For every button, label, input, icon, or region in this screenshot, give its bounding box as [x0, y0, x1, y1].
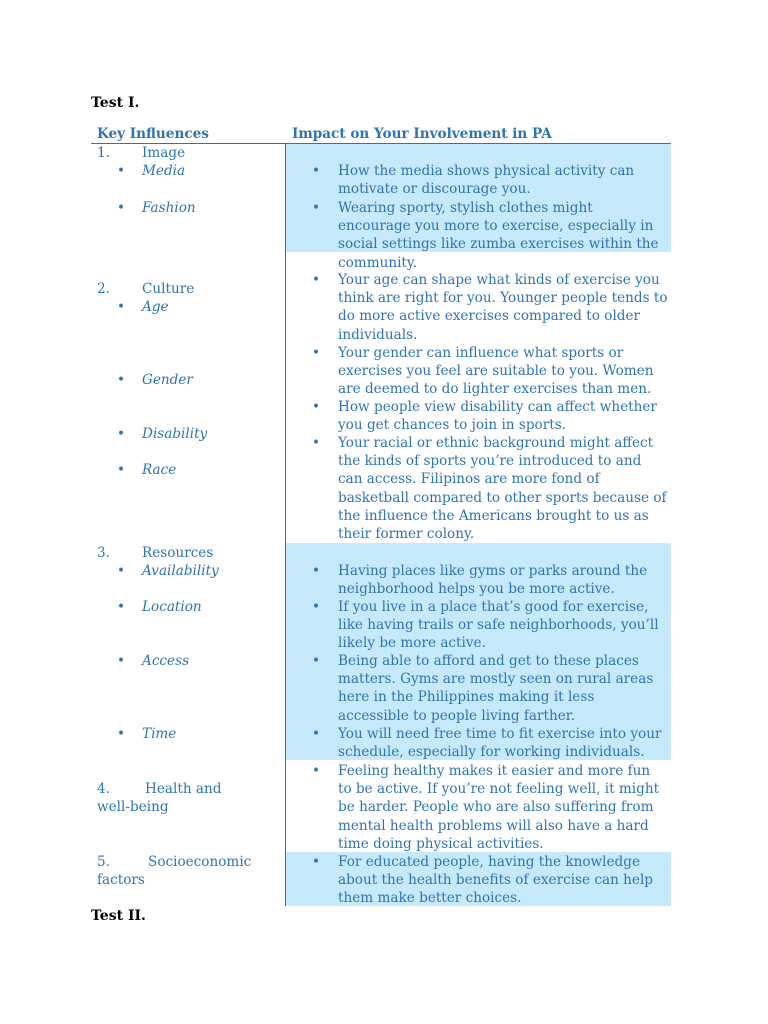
- impact-item: • For educated people, having the knowledge about the health benefits of exercise can help them make better choices.: [312, 854, 654, 907]
- impact-item: • How people view disability can affect whether you get chances to join in sports.: [312, 399, 657, 434]
- bullet-icon: •: [117, 599, 126, 615]
- impact-item: • Your gender can influence what sports or exercises you feel are suitable to you. Women are deemed to do lighter exercises than men.: [312, 345, 654, 398]
- row-title: Culture: [142, 281, 195, 297]
- sub-item-time: • Time: [117, 726, 177, 742]
- sub-item-disability: • Disability: [117, 426, 208, 442]
- row-title: 5. Socioeconomic factors: [97, 854, 252, 889]
- sub-item-access: • Access: [117, 653, 190, 669]
- bullet-icon: •: [312, 163, 321, 179]
- bullet-icon: •: [312, 653, 321, 669]
- sub-item-race: • Race: [117, 462, 177, 478]
- row-number: 3.: [97, 545, 110, 561]
- impact-item: • Being able to afford and get to these places matters. Gyms are mostly seen on rural areas here in the Philippines making it less accessible to people living farther.: [312, 653, 654, 724]
- impact-item: • You will need free time to fit exercise into your schedule, especially for working individuals.: [312, 726, 662, 761]
- impact-item: • If you live in a place that’s good for exercise, like having trails or safe neighborhoods, you’ll likely be more active.: [312, 599, 659, 652]
- bullet-icon: •: [117, 200, 126, 216]
- impact-item: • Wearing sporty, stylish clothes might encourage you more to exercise, especially in social settings like zumba exercises within the community.: [312, 200, 659, 271]
- row-number: 2.: [97, 281, 110, 297]
- bullet-icon: •: [117, 726, 126, 742]
- bullet-icon: •: [117, 462, 126, 478]
- bullet-icon: •: [312, 854, 321, 870]
- bullet-icon: •: [312, 435, 321, 451]
- column-divider: [285, 143, 286, 906]
- sub-item-gender: • Gender: [117, 372, 193, 388]
- bullet-icon: •: [312, 345, 321, 361]
- column-header-key-influences: Key Influences: [97, 126, 209, 142]
- bullet-icon: •: [117, 299, 126, 315]
- bullet-icon: •: [117, 372, 126, 388]
- bullet-icon: •: [117, 653, 126, 669]
- bullet-icon: •: [312, 726, 321, 742]
- test-1-heading: Test I.: [91, 95, 140, 111]
- bullet-icon: •: [312, 272, 321, 288]
- column-header-impact: Impact on Your Involvement in PA: [292, 126, 552, 142]
- sub-item-availability: • Availability: [117, 563, 219, 579]
- bullet-icon: •: [117, 563, 126, 579]
- impact-item: • How the media shows physical activity can motivate or discourage you.: [312, 163, 635, 198]
- bullet-icon: •: [312, 599, 321, 615]
- sub-item-age: • Age: [117, 299, 169, 315]
- row-title: 4. Health and well-being: [97, 781, 222, 816]
- row-number: 1.: [97, 145, 110, 161]
- bullet-icon: •: [117, 426, 126, 442]
- row-number: 5.: [97, 854, 110, 870]
- row-title: Resources: [142, 545, 214, 561]
- bullet-icon: •: [312, 200, 321, 216]
- test-2-heading: Test II.: [91, 908, 146, 924]
- row-title: Image: [142, 145, 186, 161]
- row-number: 4.: [97, 781, 110, 797]
- bullet-icon: •: [312, 563, 321, 579]
- impact-item: • Your age can shape what kinds of exercise you think are right for you. Younger people tends to do more active exercises compared to older individuals.: [312, 272, 668, 343]
- sub-item-location: • Location: [117, 599, 202, 615]
- impact-item: • Feeling healthy makes it easier and more fun to be active. If you’re not feeling well, it might be harder. People who are also suffering from mental health problems will also have a hard time doing physical activities.: [312, 763, 660, 852]
- sub-item-media: • Media: [117, 163, 186, 179]
- bullet-icon: •: [312, 399, 321, 415]
- impact-item: • Your racial or ethnic background might affect the kinds of sports you’re introduced to and can access. Filipinos are more fond of basketball compared to other sports because of the influence the Americans brought to us as their former colony.: [312, 435, 667, 543]
- impact-item: • Having places like gyms or parks around the neighborhood helps you be more active.: [312, 563, 648, 598]
- sub-item-fashion: • Fashion: [117, 200, 196, 216]
- bullet-icon: •: [117, 163, 126, 179]
- bullet-icon: •: [312, 763, 321, 779]
